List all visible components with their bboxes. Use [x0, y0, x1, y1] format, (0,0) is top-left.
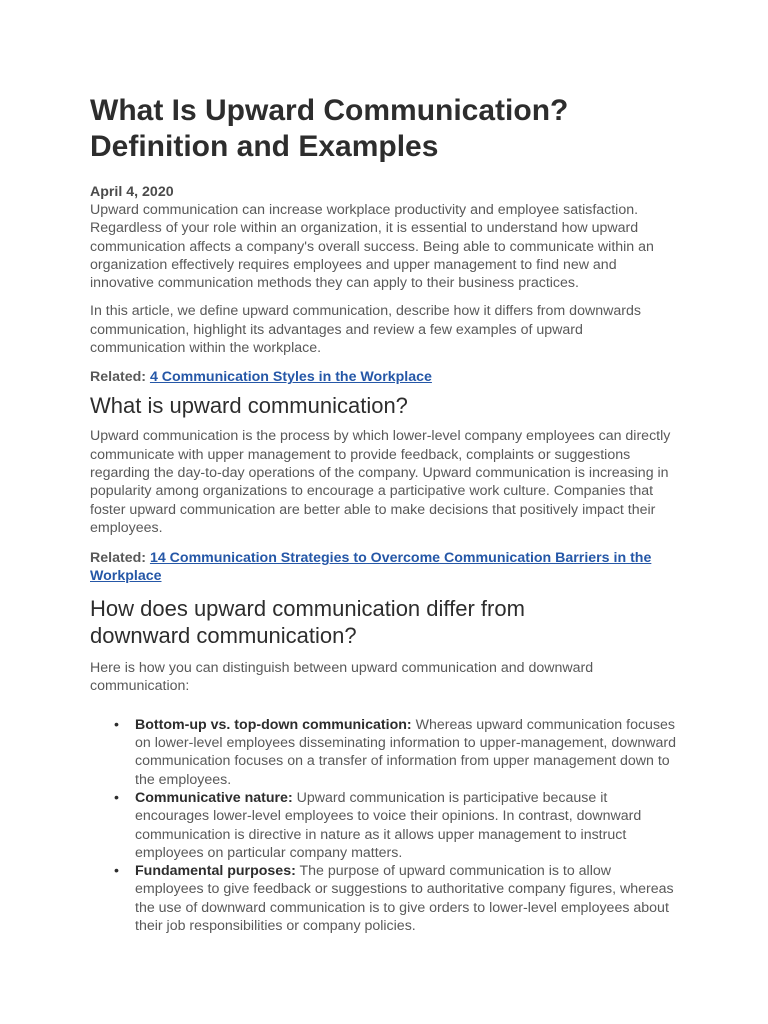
page-title — [90, 93, 678, 165]
bullet-icon: • — [114, 863, 119, 880]
related-link-communication-styles[interactable]: 4 Communication Styles in the Workplace — [149, 369, 432, 386]
page-title-line1: What Is Upward Communication? — [90, 94, 569, 127]
intro-paragraph-2: In this article, we define upward communication, describe how it differs from downwards communication, highlight its advantages and review a few examples of upward communication within the workplace. — [90, 303, 641, 357]
definition-paragraph: Upward communication is the process by which lower-level company employees can directly communicate with upper management to provide feedback, complaints or suggestions regarding the day-to-day operations of the company. Upward communication is increasing in popularity among organizations to encourage a participative work culture. Companies that foster upward communication are better able to make decisions that positively impact their employees. — [90, 428, 671, 536]
section-heading-differ-line2: downward communication? — [90, 623, 357, 649]
list-item-text: Whereas upward communication focuses on lower-level employees disseminating information to upper-management, downward communication focuses on a transfer of information from upper management down to the employees. — [135, 716, 676, 788]
list-item-term: Bottom-up vs. top-down communication: — [135, 716, 412, 733]
related-label: Related: — [90, 550, 146, 567]
list-item — [114, 862, 678, 935]
intro-paragraph-1: Upward communication can increase workplace productivity and employee satisfaction. Regardless of your role within an organization, it is essential to understand how upward communication affects a company's overall success. Being able to communicate within an organization effectively requires employees and upper management to find new and innovative communication methods they can apply to their business practices. — [90, 202, 654, 292]
publish-date: April 4, 2020 — [90, 184, 174, 200]
related-label: Related: — [90, 369, 146, 386]
list-item-text: Upward communication is participative because it encourages lower-level employees to voice their opinions. In contrast, downward communication is directive in nature as it allows upper management to instruct employees on particular company matters. — [135, 789, 642, 861]
bullet-icon: • — [114, 716, 119, 733]
list-item — [114, 716, 678, 789]
list-item — [114, 789, 678, 862]
difference-lead-paragraph: Here is how you can distinguish between upward communication and downward communication: — [90, 660, 594, 695]
section-heading-differ — [90, 595, 678, 649]
related-link-communication-strategies[interactable]: 14 Communication Strategies to Overcome Communication Barriers in the Workplace — [90, 550, 652, 585]
related-link-2-container — [90, 549, 678, 585]
list-item-text: The purpose of upward communication is to allow employees to give feedback or suggestions to authoritative company figures, whereas the use of downward communication is to give orders to lower-level employees about their job responsibilities or company policies. — [135, 863, 674, 935]
bullet-icon: • — [114, 789, 119, 806]
related-link-1-container — [90, 368, 678, 386]
section-heading-what-is: What is upward communication? — [90, 393, 408, 419]
section-heading-differ-line1: How does upward communication differ from — [90, 596, 525, 622]
difference-list — [90, 716, 678, 936]
list-item-term: Communicative nature: — [135, 789, 293, 806]
page-title-line2: Definition and Examples — [90, 130, 439, 163]
list-item-term: Fundamental purposes: — [135, 863, 296, 880]
